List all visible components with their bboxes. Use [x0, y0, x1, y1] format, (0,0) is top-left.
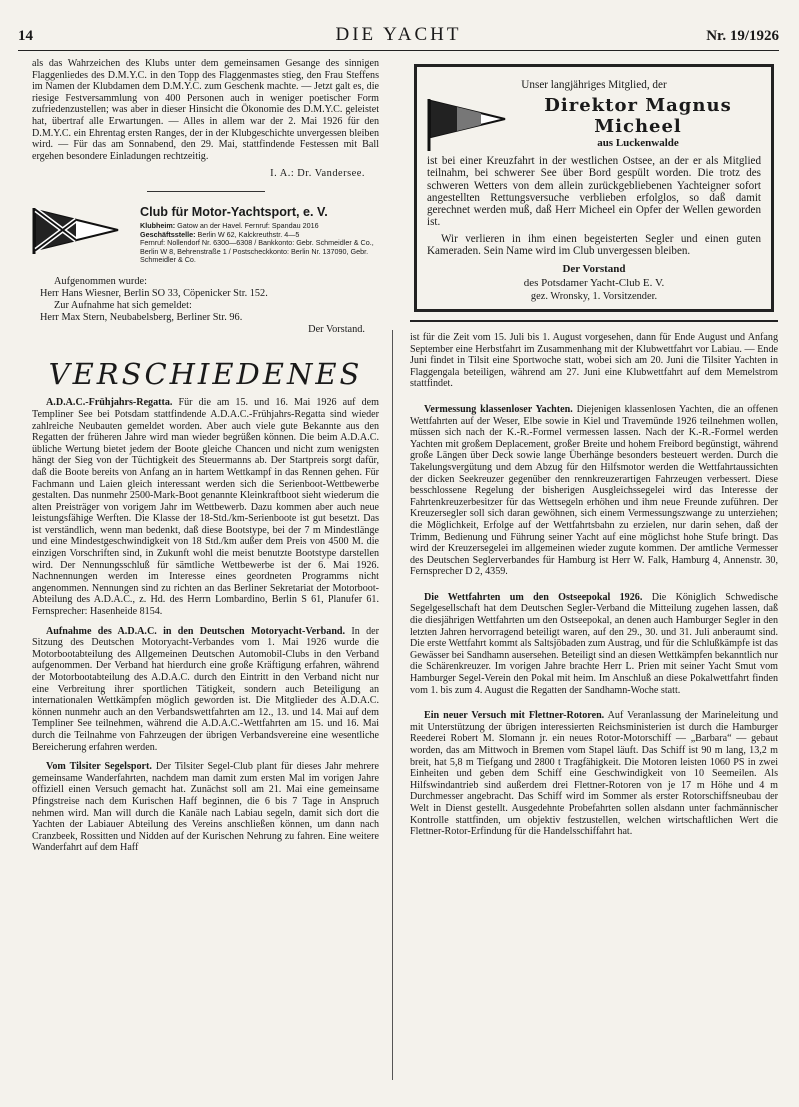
section-rule [147, 191, 265, 192]
club-burgee-icon [32, 206, 120, 254]
column-divider [392, 330, 393, 1080]
box-rule [410, 320, 778, 322]
club-header [32, 206, 379, 276]
page-header [18, 22, 779, 48]
right-column [410, 58, 778, 838]
obituary-origin: aus Luckenwalde [597, 137, 679, 149]
obituary-signature-1: Der Vorstand [562, 263, 626, 276]
admitted-label: Aufgenommen wurde: [54, 276, 147, 288]
obituary-body: ist bei einer Kreuzfahrt in der westlichen Ostsee, an der er als Mitglied teilnahm, bei schwerer See über Bord gespült worden. Die trotz des schweren Wetters von dem allein zurückgebliebenen Yachteigner sofort angestellten Rettungsversuche verblieben erfolglos, so daß damit gerechnet werden muß, daß Herr Micheel ein Opfer der Wellen geworden ist. [427, 155, 761, 229]
club-info: Klubheim: Gatow an der Havel. Fernruf: Spandau 2016 Geschäftsstelle: Berlin W 62, Kalckreuthstr. 4—5 Fernruf: Nollendorf Nr. 6300—6308 / Bankkonto: Gebr. Schmeidler & Co., Berlin W 8, Behrenstraße 1 / Postscheckkonto: Berlin Nr. 137090, Gebr. Schmeidler & Co. [140, 221, 374, 265]
admitted-member: Herr Hans Wiesner, Berlin SO 33, Cöpenicker Str. 152. [40, 288, 268, 300]
obituary-name: Direktor Magnus Micheel [544, 95, 732, 137]
board-signature: Der Vorstand. [308, 324, 365, 336]
registered-member: Herr Max Stern, Neubabelsberg, Berliner Str. 96. [40, 312, 243, 324]
article-adac-verband: Aufnahme des A.D.A.C. in den Deutschen Motoryacht-Verband. In der Sitzung des Deutschen Motoryacht-Verbandes vom 1. Mai 1926 wurde die Motorbootabteilung des Allgemeinen Deutschen Automobil-Clubs in den Verband aufgenommen. Der Verband hat hierdurch eine große Kräftigung erfahren, während der Motorbootabteilung des A.D.A.C. durch den Eintritt in den Verband nicht nur eine Verbreitung ihrer sportlichen Tätigkeit, sondern auch Beteiligung an internationalen Wettkämpfen möglich geworden ist. Die Mitglieder des A.D.A.C. können nunmehr auch an den Verbandswettfahrten am 12., 13. und 14. Mai auf dem Templiner See teilnehmen, während die A.D.A.C.-Wettfahrten am 15. und 16. Mai durch die Teilnahme von Fahrzeugen der übrigen Verbandsvereine eine wesentliche Bereicherung erfahren werden. [32, 625, 379, 753]
page-number: 14 [18, 28, 33, 44]
magazine-title: DIE YACHT [335, 24, 462, 45]
issue-number: Nr. 19/1926 [706, 28, 779, 44]
obituary-signature-2: des Potsdamer Yacht-Club E. V. [523, 277, 665, 290]
obituary-intro: Unser langjähriges Mitglied, der [521, 79, 667, 91]
club-pennant-icon [427, 97, 507, 151]
header-rule [18, 50, 779, 51]
article-vermessung: Vermessung klassenloser Yachten. Diejenigen klassenlosen Yachten, die an offenen Wettfahrten auf der Weser, Elbe sowie in Kiel und Travemünde 1926 teilnehmen wollen, müssen sich nach der K.-R.-Formel vermessen lassen. Nach der K.-R.-Formel werden Yachten mit großem Deplacement, großer Breite und hohem Freibord begünstigt, während große Längen über Deck sowie lange Überhänge besonders besteuert werden. Durch die Takelungsvergütung und dem Abzug für den Hilfsmotor werden die Wettfahrtaussichten der dicken Seekreuzer gegenüber den rennkreuzerartigen Fahrzeugen verbessert. Diese besschlossene Regelung der bisherigen Ausgleichssegelei wird das Interesse der Fahrtenkreuzerbesitzer für das Wettsegeln erhöhen und ihm neue Freunde zuführen. Der Kreuzersegler soll sich daran gewöhnen, sich einem Vermessungszwange zu unterziehen; die Möglichkeit, Erfolge auf der Wettfahrtsbahn zu erzielen, nur darin sehen, daß der Trimm, Bedienung und Führung seiner Yacht auf eine möglichst hohe Stufe bringt. Das wird der Kreuzersegelei im allgemeinen wieder zugute kommen. Der amtliche Vermesser des Deutschen Seglerverbandes für Hamburg ist Herr W. Falk, Hamburg 4, Annenstr. 30, Fernsprecher D 2, 4359. [410, 403, 778, 578]
article-flettner: Ein neuer Versuch mit Flettner-Rotoren. Auf Veranlassung der Marineleitung und mit Unterstützung der übrigen interessierten Reichsministerien ist durch die Hamburger Reederei Robert M. Slomann jr. ein neues Rotor-Motorschiff — „Barbara“ — gebaut worden, das am Mittwoch in Bremen vom Stapel läuft. Das Schiff ist 90 m lang, 13,2 m breit, hat 5,8 m Tiefgang und 2800 t Tragfähigkeit. Die Motoren leisten 1060 PS in zwei Einheiten und geben dem Schiff eine Geschwindigkeit von 10 Seemeilen. Als Hilfswindantrieb sind außerdem drei Flettner-Rotoren von je 17 m Höhe und 4 m Durchmesser angebracht. Das Schiff wird im Sommer als erster Rotorschiffsneubau der Welt in Dienst gestellt. Ausgedehnte Probefahrten sollen alsdann unter fachmännischer Kontrolle stattfinden, um objektiv festzustellen, welchen wirtschaftlichen Wert die Flettner-Rotor-Erfindung für die Handelsschiffahrt hat. [410, 710, 778, 838]
tilsit-continuation: ist für die Zeit vom 15. Juli bis 1. August vorgesehen, dann für Ende August und Anfang September eine Herbstfahrt im Zusammenhang mit der Klubwettfahrt vor Labiau. — Ende Juni findet in Tilsit eine Sportwoche statt, wobei sich am 20. Juni die Tilsiter Yachten in Flaggengala beteiligen, während am 27. Juni eine Klubwettfahrt auf dem Memelstrom stattfindet. [410, 332, 778, 390]
article-tilsit: Vom Tilsiter Segelsport. Der Tilsiter Segel-Club plant für dieses Jahr mehrere gemeinsame Wanderfahrten, nachdem man damit zum ersten Mal im vorigen Jahre offiziell einen Versuch gemacht hat. Zunächst soll am 21. Mai eine gemeinsame Pfingstreise nach dem Kurischen Haff beginnen, die 6 bis 7 Tage in Anspruch nehmen wird. Man will durch die Kanäle nach Labiau segeln, damit sich dort die Yachten der Labiauer Abteilung des Vereins anschließen können, um dann nach Cranzbeek, Rossitten und Nidden auf der Kurischen Nehrung zu fahren. Eine weitere Wanderfahrt auf dem Haff [32, 761, 380, 854]
obituary-signature-3: gez. Wronsky, 1. Vorsitzender. [530, 291, 658, 303]
left-column [32, 58, 379, 854]
article-ostseepokal: Die Wettfahrten um den Ostseepokal 1926. Die Königlich Schwedische Segelgesellschaft hat dem Deutschen Segler-Verband die Mitteilung zugehen lassen, daß die diesjährigen Wettfahrten um den Ostseepokal, an denen auch Hamburger Segler in den letzten Jahren hervorragend beteiligt waren, auf den 29., 30. und 31. Juli anberaumt sind. Die erste Wettfahrt kommt als Saltsjöbaden zum Austrag, und für die Schlußkämpfe ist das Gewässer bei Sandhamn ausersehen. Beteiligt sind an diesen Wettkämpfen bekanntlich nur die Schärenkreuzer. Im vorigen Jahre brachte Herr L. Prien mit seiner Yacht Smut vom Hamburger Segel-Verein den Pokal mit heim. Im Anschluß an diese Pokalwettfahrt finden vom 1. bis zum 4. August die Regatten der Sandhamn-Woche statt. [410, 591, 778, 696]
club-name: Club für Motor-Yachtsport, e. V. [140, 205, 328, 220]
obituary-box [414, 64, 774, 312]
membership-notice [40, 276, 379, 324]
intro-paragraph: als das Wahrzeichen des Klubs unter dem gemeinsamen Gesange des sinnigen Flaggenliedes des D.M.Y.C. in den Topp des Flaggenmastes stieg, den Frau Steffens im Namen der Klubdamen dem D.M.Y.C. zum Geschenk machte. — Jetzt galt es, die riesige Festversammlung von 400 Personen auch in weniger poetischer Form zufriedenzustellen; was aber in dieser Hinsicht die Ökonomie des D.M.Y.C. geleistet hat, übertraf alle Erwartungen. — Alles in allem war der 2. Mai 1926 für den D.M.Y.C. ein Ehrentag ersten Ranges, der in der Klubgeschichte unvergessen bleiben wird. — Für das am Sonnabend, den 29. Mai, stattfindende Festessen mit Ball ergehen besondere Einladungen rechtzeitig. [32, 58, 379, 162]
intro-signature: I. A.: Dr. Vandersee. [270, 168, 365, 180]
article-adac-regatta: A.D.A.C.-Frühjahrs-Regatta. Für die am 15. und 16. Mai 1926 auf dem Templiner See bei Potsdam stattfindende A.D.A.C.-Frühjahrs-Regatta sind wieder zahlreiche Neubauten gemeldet worden. Aber auch viele gute Bekannte aus den Regatten der früheren Jahre wird man wieder begrüßen können. Die beim A.D.A.C. übliche Wertung bietet jedem der Boote gleiche Chancen und nicht zum wenigsten hängt der Sieg von der Tüchtigkeit des Steuermanns ab. Der Startpreis sorgt dafür, daß die Boote bereits von Anfang an in hartem Wettkampf in das Rennen gehen. Für Fachmann und Laien gleich interessant werden sich die Serienboot-Wettbewerbe gestalten. Das nunmehr 2500-Mark-Boot genannte Kleinkraftboot sieht wiederum die alten Preisträger von vorigem Jahr im Wettbewerb. Dazu kommen aber auch neue leistungsfähige Werften. Die Klasse der 18-Std./km-Serienboote ist gut besetzt. Das ist verständlich, wenn man bedenkt, daß diese Bootstype, bei der 7 m Mindestlänge und eine Mindestgeschwindigkeit von 18 Std./km außer dem Preis von 4500 M. die einzigen Vorschriften sind, in Zukunft wohl die meist benutzte Bootstype darstellen wird. Der Nennungsschluß für sämtliche Wettbewerbe ist der 6. Mai 1926. Nachnennungen werden im Interesse eines geordneten Programms nicht angenommen. Nennungen sind zu richten an das Berliner Sekretariat der Motorboot-Abteilung des A.D.A.C., z. Hd. des Herrn Lombardino, Berlin S 61, Planufer 61. Fernsprecher: Hasenheide 8154. [32, 397, 379, 618]
obituary-body-2: Wir verlieren in ihm einen begeisterten Segler und einen guten Kameraden. Sein Name wird im Club unvergessen bleiben. [427, 232, 761, 258]
registered-label: Zur Aufnahme hat sich gemeldet: [54, 300, 192, 312]
section-title: VERSCHIEDENES [48, 357, 363, 392]
